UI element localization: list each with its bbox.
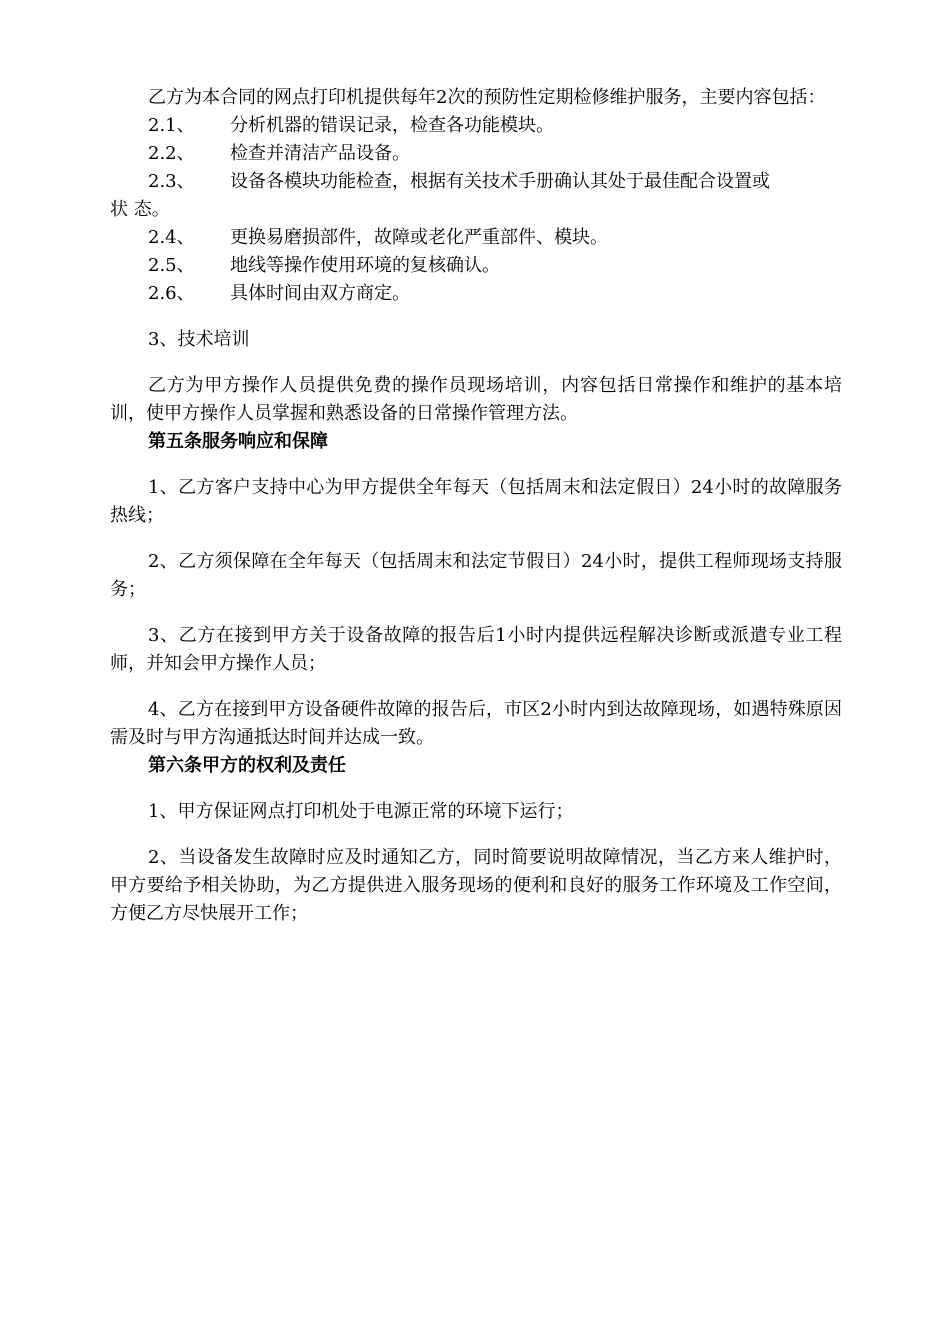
- item-text: 地线等操作使用环境的复核确认。: [230, 255, 500, 276]
- article-6-heading: 第六条甲方的权利及责任: [148, 755, 346, 776]
- list-item-2-1: [110, 112, 842, 140]
- list-item-2-5: [110, 252, 842, 280]
- item-text: 具体时间由双方商定。: [230, 283, 410, 304]
- intro-paragraph: 乙方为本合同的网点打印机提供每年2次的预防性定期检修维护服务，主要内容包括：: [148, 87, 826, 108]
- article-5-paragraph-3: 3、乙方在接到甲方关于设备故障的报告后1小时内提供远程解决诊断或派遣专业工程师，并知会甲方操作人员；: [110, 625, 842, 674]
- item-text: 设备各模块功能检查，根据有关技术手册确认其处于最佳配合设置或: [230, 171, 770, 192]
- item-text: 更换易磨损部件，故障或老化严重部件、模块。: [230, 227, 608, 248]
- article-6-paragraph-2: 2、当设备发生故障时应及时通知乙方，同时简要说明故障情况，当乙方来人维护时，甲方要给予相关协助，为乙方提供进入服务现场的便利和良好的服务工作环境及工作空间，方便乙方尽快展开工作；: [110, 847, 842, 924]
- item-text: 检查并清洁产品设备。: [230, 143, 410, 164]
- list-item-2-3: [110, 168, 842, 196]
- section-3-paragraph: 乙方为甲方操作人员提供免费的操作员现场培训，内容包括日常操作和维护的基本培训，使甲方操作人员掌握和熟悉设备的日常操作管理方法。: [110, 375, 842, 424]
- item-number: 2.1、: [148, 115, 195, 136]
- item-number: 2.6、: [148, 283, 195, 304]
- article-5-paragraph-2: 2、乙方须保障在全年每天（包括周末和法定节假日）24小时，提供工程师现场支持服务；: [110, 551, 842, 600]
- article-5-paragraph-4: 4、乙方在接到甲方设备硬件故障的报告后，市区2小时内到达故障现场，如遇特殊原因需及时与甲方沟通抵达时间并达成一致。: [110, 699, 842, 748]
- section-3-title: 3、技术培训: [148, 329, 250, 350]
- article-6-paragraph-1: 1、甲方保证网点打印机处于电源正常的环境下运行；: [148, 801, 574, 822]
- list-item-2-2: [110, 140, 842, 168]
- article-5-heading: 第五条服务响应和保障: [148, 431, 328, 452]
- item-number: 2.2、: [148, 143, 195, 164]
- item-number: 2.4、: [148, 227, 195, 248]
- item-number: 2.3、: [148, 171, 195, 192]
- item-number: 2.5、: [148, 255, 195, 276]
- item-text: 分析机器的错误记录，检查各功能模块。: [230, 115, 554, 136]
- list-item-2-4: [110, 224, 842, 252]
- list-item-2-6: [110, 280, 842, 308]
- list-item-2-3-continuation: 状 态。: [110, 199, 170, 220]
- article-5-paragraph-1: 1、乙方客户支持中心为甲方提供全年每天（包括周末和法定假日）24小时的故障服务热线；: [110, 477, 842, 526]
